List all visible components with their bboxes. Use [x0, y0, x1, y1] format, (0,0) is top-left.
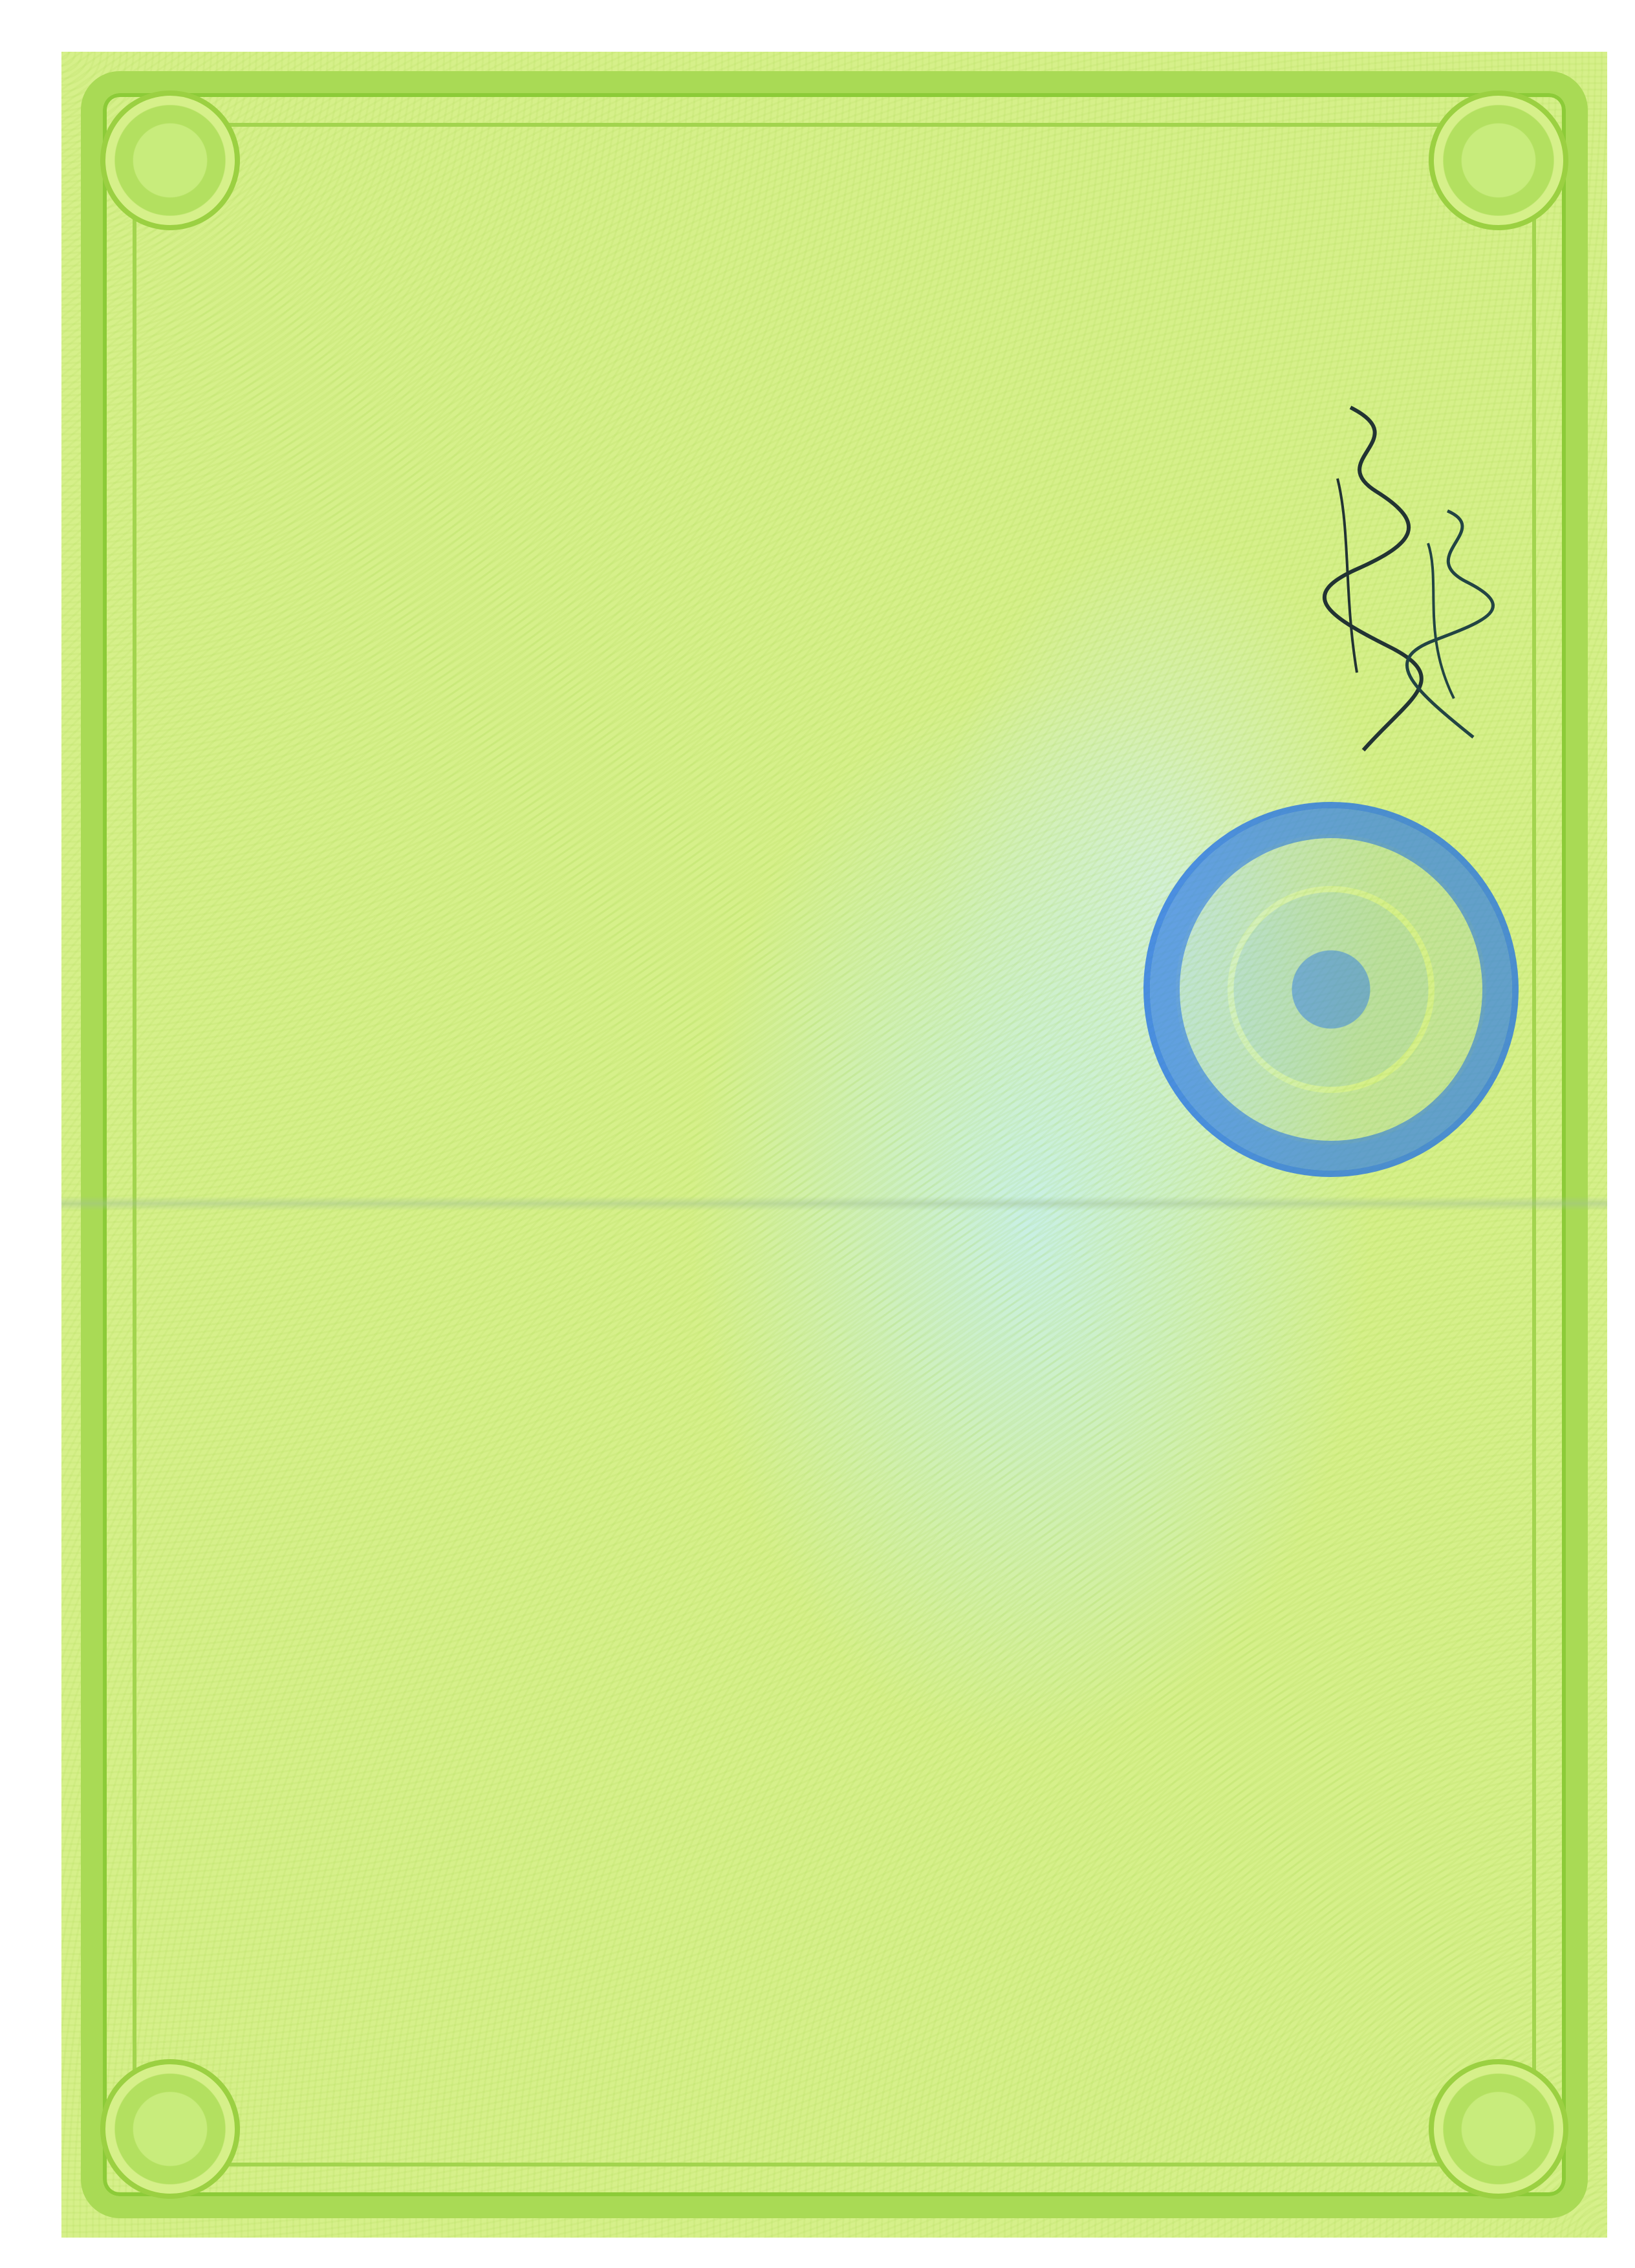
secretary-signature — [1402, 504, 1506, 750]
official-seal — [1143, 802, 1519, 1177]
